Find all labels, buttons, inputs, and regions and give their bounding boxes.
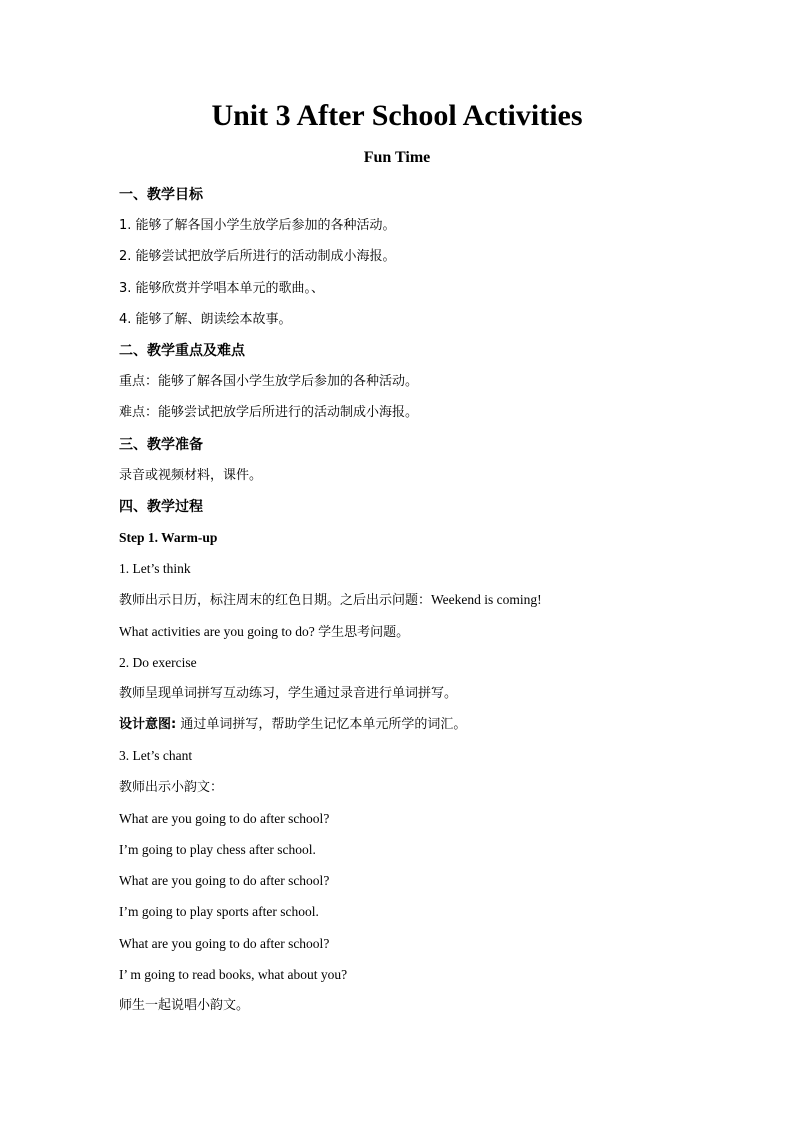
think-line-2-cn: 学生思考问题。	[318, 624, 410, 640]
objective-item: 3. 能够欣赏并学唱本单元的歌曲。、	[119, 280, 325, 296]
think-line-1-en: Weekend is coming!	[431, 592, 542, 608]
activity-label-chant: 3. Let’s chant	[119, 748, 193, 764]
design-intent-text: 通过单词拼写，帮助学生记忆本单元所学的词汇。	[176, 717, 467, 733]
difficulty-item: 难点：能够尝试把放学后所进行的活动制成小海报。	[119, 405, 419, 421]
design-intent	[119, 714, 719, 745]
chant-intro: 教师出示小韵文：	[119, 779, 224, 795]
key-point-item: 重点：能够了解各国小学生放学后参加的各种活动。	[119, 374, 419, 390]
section-heading-key-points: 二、教学重点及难点	[119, 342, 245, 359]
chant-line: What are you going to do after school?	[119, 935, 330, 951]
activity-label-exercise: 2. Do exercise	[119, 654, 197, 670]
think-line-2-en: What activities are you going to do?	[119, 623, 319, 639]
chant-line: I’m going to play chess after school.	[119, 841, 316, 857]
section-heading-preparation: 三、教学准备	[119, 436, 203, 453]
document-body	[119, 184, 719, 1026]
objective-item: 4. 能够了解、朗读绘本故事。	[119, 311, 292, 327]
chant-line: What are you going to do after school?	[119, 810, 330, 826]
section-heading-process: 四、教学过程	[119, 498, 203, 515]
objective-item: 2. 能够尝试把放学后所进行的活动制成小海报。	[119, 249, 396, 265]
chant-outro: 师生一起说唱小韵文。	[119, 997, 250, 1013]
document-subtitle: Fun Time	[363, 149, 431, 166]
document-title: Unit 3 After School Activities	[211, 99, 583, 132]
objective-item: 1. 能够了解各国小学生放学后参加的各种活动。	[119, 218, 396, 234]
think-line-2	[119, 621, 719, 652]
step-heading: Step 1. Warm-up	[119, 530, 218, 546]
chant-line: What are you going to do after school?	[119, 873, 330, 889]
think-line-1-cn: 教师出示日历，标注周末的红色日期。之后出示问题：	[119, 593, 432, 609]
think-line-1	[119, 589, 719, 620]
chant-line: I’m going to play sports after school.	[119, 904, 319, 920]
activity-label-think: 1. Let’s think	[119, 561, 191, 577]
design-intent-label: 设计意图:	[119, 717, 177, 733]
section-heading-objectives: 一、教学目标	[119, 187, 203, 203]
chant-line: I’ m going to read books, what about you?	[119, 966, 348, 982]
exercise-text: 教师呈现单词拼写互动练习，学生通过录音进行单词拼写。	[119, 686, 458, 701]
preparation-item: 录音或视频材料，课件。	[119, 467, 263, 483]
